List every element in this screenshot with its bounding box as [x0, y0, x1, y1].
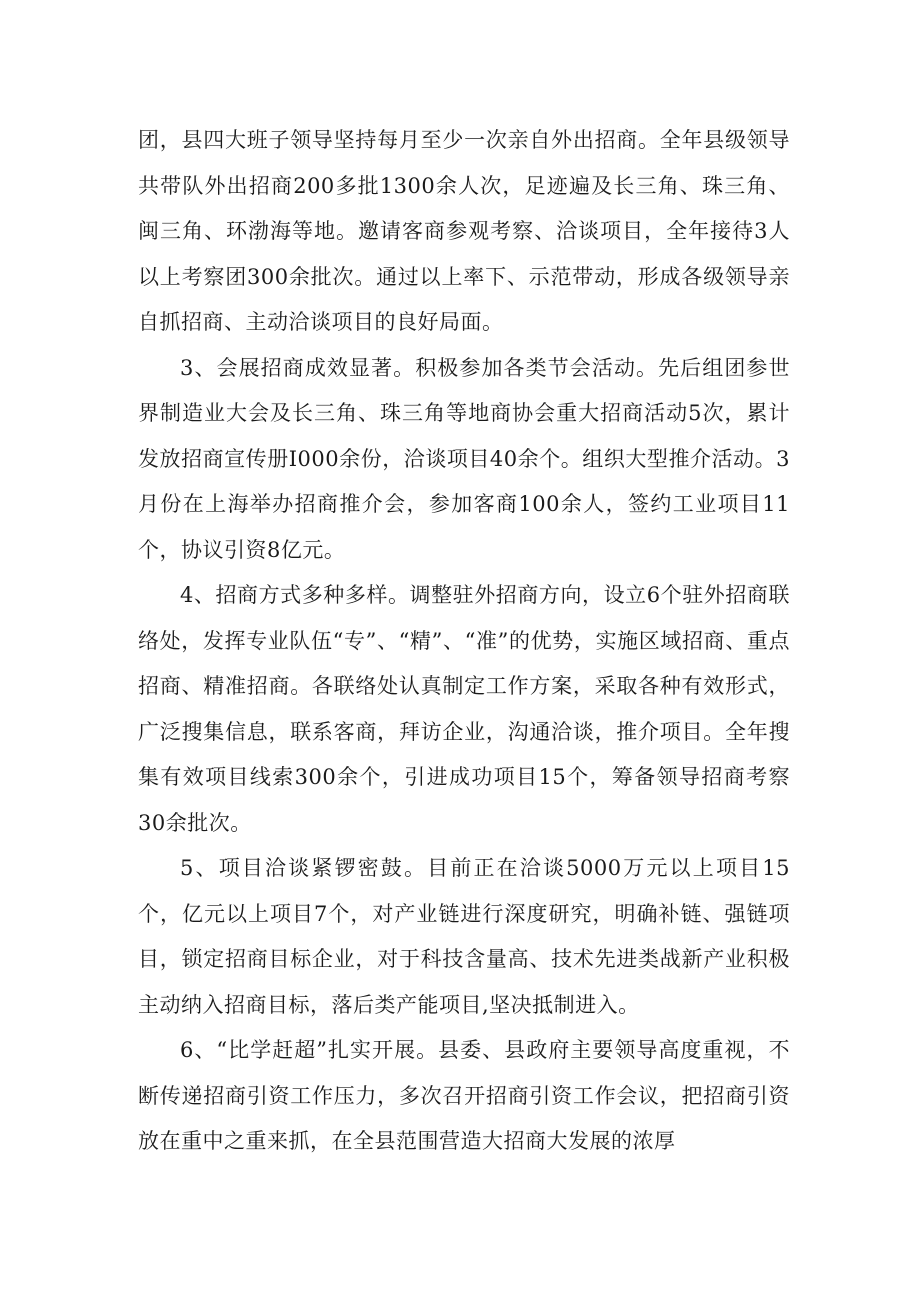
paragraph-project-negotiation: 5、项目洽谈紧锣密鼓。目前正在洽谈5000万元以上项目15个，亿元以上项目7个，对产业链进行深度研究，明确补链、强链项目，锁定招商目标企业，对于科技含量高、技术先进类战新产业积极主动纳入招商目标，落后类产能项目,坚决抵制进入。	[138, 856, 790, 1017]
paragraph-continuation: 团，县四大班子领导坚持每月至少一次亲自外出招商。全年县级领导共带队外出招商200多批1300余人次，足迹遍及长三角、珠三角、闽三角、环渤海等地。邀请客商参观考察、洽谈项目，全年接待3人以上考察团300余批次。通过以上率下、示范带动，形成各级领导亲自抓招商、主动洽谈项目的良好局面。	[138, 128, 790, 334]
paragraph-investment-methods: 4、招商方式多种多样。调整驻外招商方向，设立6个驻外招商联络处，发挥专业队伍“专”、“精”、“准”的优势，实施区域招商、重点招商、精准招商。各联络处认真制定工作方案，采取各种有效形式，广泛搜集信息，联系客商，拜访企业，沟通洽谈，推介项目。全年搜集有效项目线索300余个，引进成功项目15个，筹备领导招商考察30余批次。	[138, 583, 790, 835]
paragraph-competition-campaign: 6、“比学赶超”扎实开展。县委、县政府主要领导高度重视，不断传递招商引资工作压力，多次召开招商引资工作会议，把招商引资放在重中之重来抓，在全县范围营造大招商大发展的浓厚	[138, 1038, 790, 1153]
paragraph-exhibition-investment: 3、会展招商成效显著。积极参加各类节会活动。先后组团参世界制造业大会及长三角、珠三角等地商协会重大招商活动5次，累计发放招商宣传册I000余份，洽谈项目40余个。组织大型推介活动。3月份在上海举办招商推介会，参加客商100余人，签约工业项目11个，协议引资8亿元。	[138, 355, 790, 562]
document-body	[138, 118, 790, 1165]
